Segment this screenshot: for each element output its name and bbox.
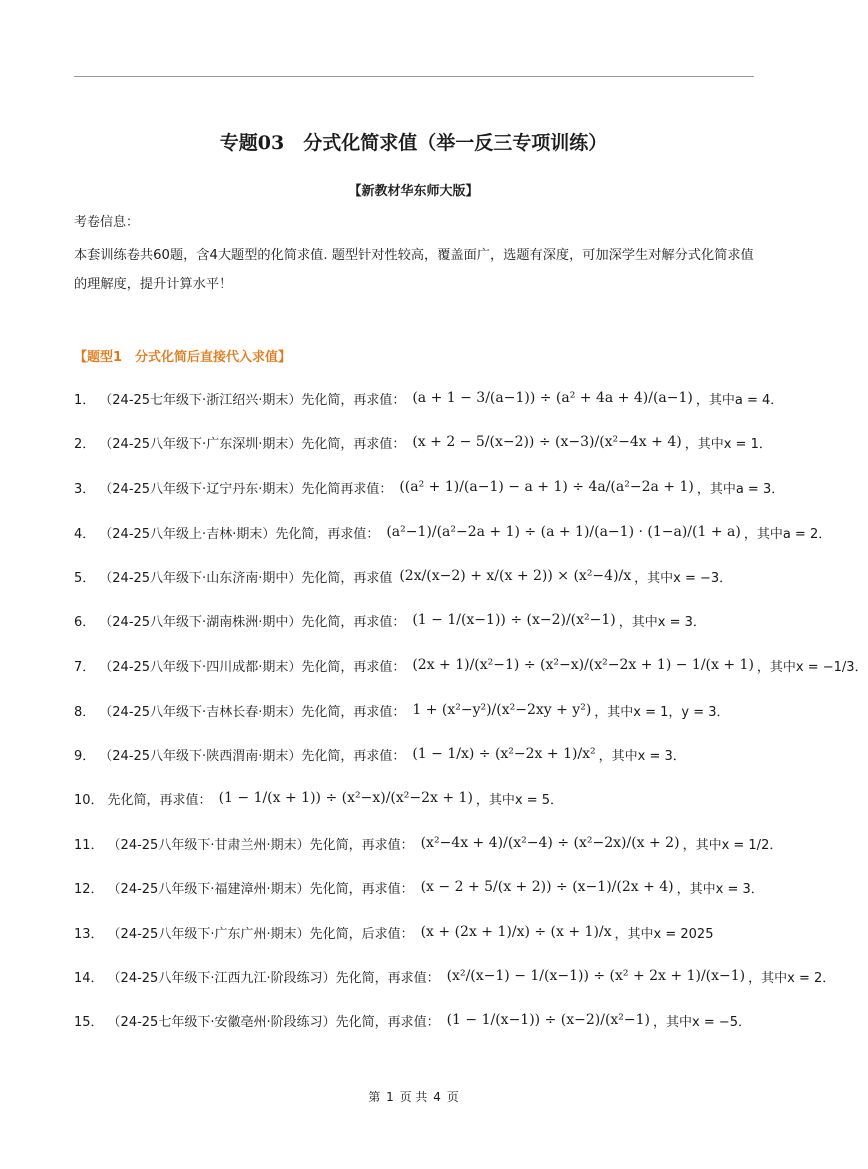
footer-total-pages: 4 [433, 1090, 441, 1104]
question-condition: ，其中x = −5． [653, 1014, 752, 1030]
question-item [74, 961, 835, 991]
question-number: 5． [74, 570, 96, 586]
question-source: （24-25八年级下·山东济南·期中）先化简，再求值 [99, 570, 393, 586]
question-number: 3． [74, 481, 96, 497]
question-item [74, 383, 783, 413]
question-source: （24-25七年级下·安徽亳州·阶段练习）先化简，再求值： [107, 1014, 440, 1030]
footer-middle: 页 共 [399, 1090, 428, 1104]
question-expression: (a²−1)/(a²−2a + 1) ÷ (a + 1)/(a−1) · (1−a)/(1 + a) [386, 524, 741, 540]
question-expression: (x + (2x + 1)/x) ÷ (x + 1)/x [420, 924, 612, 940]
question-number: 15． [74, 1014, 104, 1030]
question-item [74, 517, 831, 547]
question-condition: ，其中a = 2． [743, 526, 832, 542]
question-item [74, 917, 713, 947]
header-rule [74, 76, 754, 77]
question-source: （24-25八年级下·陕西渭南·期末）先化简，再求值： [99, 748, 406, 764]
question-expression: (2x + 1)/(x²−1) ÷ (x²−x)/(x²−2x + 1) − 1/(x + 1) [412, 657, 754, 673]
question-number: 12． [74, 881, 104, 897]
question-item [74, 427, 772, 457]
question-source: （24-25八年级下·福建漳州·期末）先化简，再求值： [107, 881, 414, 897]
question-number: 4． [74, 526, 96, 542]
question-condition: ，其中x = 1，y = 3． [594, 704, 730, 720]
question-source: （24-25八年级下·江西九江·阶段练习）先化简，再求值： [107, 970, 440, 986]
question-condition: ，其中x = 3． [676, 881, 764, 897]
question-expression: (a + 1 − 3/(a−1)) ÷ (a² + 4a + 4)/(a−1) [412, 390, 693, 406]
question-item [74, 605, 706, 635]
question-condition: ，其中x = 1． [684, 436, 772, 452]
question-expression: 1 + (x²−y²)/(x²−2xy + y²) [412, 702, 592, 718]
question-number: 6． [74, 614, 96, 630]
question-condition: ，其中x = −3． [634, 570, 733, 586]
question-source: （24-25八年级下·广东深圳·期末）先化简，再求值： [99, 436, 406, 452]
question-source: （24-25八年级下·四川成都·期末）先化简，再求值： [99, 659, 406, 675]
question-number: 10． [74, 792, 104, 808]
page-footer [0, 1088, 827, 1105]
question-item [74, 1005, 751, 1035]
question-expression: (x + 2 − 5/(x−2)) ÷ (x−3)/(x²−4x + 4) [412, 434, 682, 450]
question-expression: (x²−4x + 4)/(x²−4) ÷ (x²−2x)/(x + 2) [420, 835, 680, 851]
question-source: （24-25七年级下·浙江绍兴·期末）先化简，再求值： [99, 392, 406, 408]
question-condition: ，其中x = 3． [598, 748, 686, 764]
question-expression: (1 − 1/(x + 1)) ÷ (x²−x)/(x²−2x + 1) [218, 790, 473, 806]
question-source: （24-25八年级下·甘肃兰州·期末）先化简，再求值： [107, 837, 414, 853]
question-number: 1． [74, 392, 96, 408]
question-number: 8． [74, 704, 96, 720]
question-item [74, 783, 563, 813]
question-item [74, 828, 782, 858]
question-item [74, 695, 730, 725]
question-number: 9． [74, 748, 96, 764]
question-condition: ，其中x = −1/3． [756, 659, 868, 675]
question-condition: ，其中a = 3． [696, 481, 785, 497]
question-expression: (x − 2 + 5/(x + 2)) ÷ (x−1)/(2x + 4) [420, 879, 674, 895]
question-number: 7． [74, 659, 96, 675]
question-item [74, 472, 784, 502]
footer-prefix: 第 [368, 1090, 381, 1104]
question-condition: ，其中x = 2025 [614, 926, 714, 942]
question-expression: ((a² + 1)/(a−1) − a + 1) ÷ 4a/(a²−2a + 1) [399, 479, 694, 495]
question-expression: (1 − 1/(x−1)) ÷ (x−2)/(x²−1) [446, 1012, 651, 1028]
footer-page-number: 1 [386, 1090, 394, 1104]
question-item [74, 872, 764, 902]
question-condition: ，其中x = 3． [618, 614, 706, 630]
question-condition: ，其中a = 4． [695, 392, 784, 408]
question-source: （24-25八年级下·辽宁丹东·期末）先化简再求值： [99, 481, 393, 497]
question-item [74, 561, 732, 591]
question-number: 2． [74, 436, 96, 452]
question-expression: (1 − 1/x) ÷ (x²−2x + 1)/x² [412, 746, 596, 762]
question-number: 13． [74, 926, 104, 942]
question-source: （24-25八年级上·吉林·期末）先化简，再求值： [99, 526, 380, 542]
exam-info-label: 考卷信息： [74, 215, 140, 230]
intro-paragraph: 本套训练卷共60题，含4大题型的化简求值. 题型针对性较高，覆盖面广，选题有深度，可加深学生对解分式化简求值的理解度，提升计算水平！ [74, 248, 754, 292]
question-item [74, 650, 868, 680]
edition-label: 【新教材华东师大版】 [348, 184, 479, 199]
question-source: （24-25八年级下·湖南株洲·期中）先化简，再求值： [99, 614, 406, 630]
question-item [74, 739, 686, 769]
question-source: 先化简，再求值： [107, 792, 212, 808]
page-title: 专题03 分式化简求值（举一反三专项训练） [219, 132, 608, 154]
footer-suffix: 页 [446, 1090, 459, 1104]
question-number: 11． [74, 837, 104, 853]
question-expression: (1 − 1/(x−1)) ÷ (x−2)/(x²−1) [412, 612, 616, 628]
question-source: （24-25八年级下·吉林长春·期末）先化简，再求值： [99, 704, 406, 720]
section-heading: 【题型1 分式化简后直接代入求值】 [74, 350, 292, 365]
question-expression: (x²/(x−1) − 1/(x−1)) ÷ (x² + 2x + 1)/(x−1) [446, 968, 746, 984]
question-condition: ，其中x = 5． [475, 792, 564, 808]
question-source: （24-25八年级下·广东广州·期末）先化简，后求值： [107, 926, 414, 942]
question-condition: ，其中x = 2． [748, 970, 836, 986]
question-expression: (2x/(x−2) + x/(x + 2)) × (x²−4)/x [399, 568, 632, 584]
question-condition: ，其中x = 1/2． [682, 837, 783, 853]
question-number: 14． [74, 970, 104, 986]
